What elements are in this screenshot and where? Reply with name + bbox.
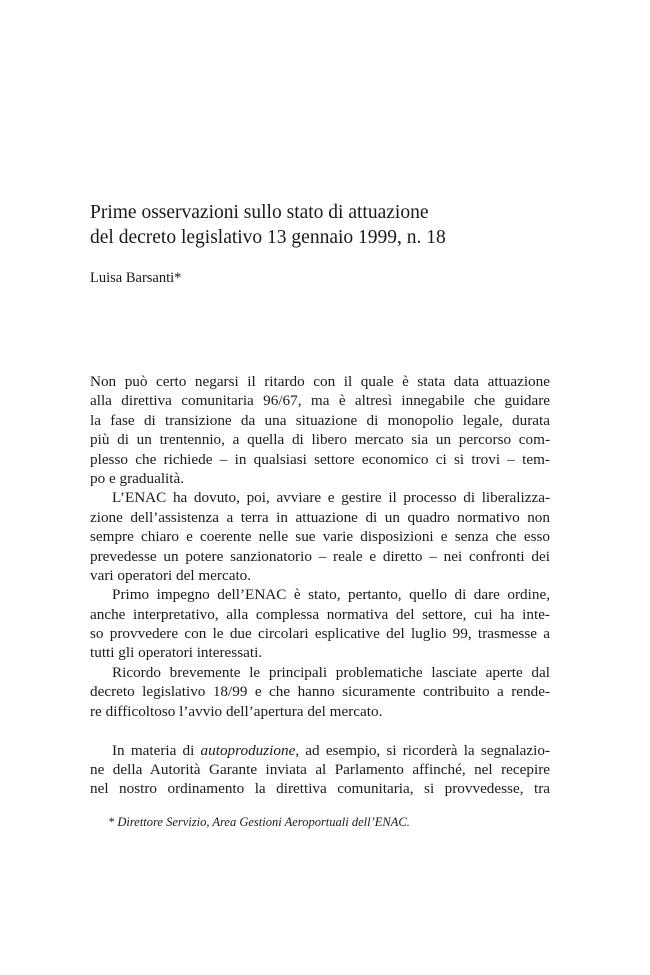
text-line: alla direttiva comunitaria 96/67, ma è altresì innegabile che guidare bbox=[90, 392, 550, 410]
text-line: po e gradualità. bbox=[90, 469, 185, 487]
paragraph bbox=[90, 372, 550, 488]
article-body bbox=[90, 372, 550, 799]
text-line: L’ENAC ha dovuto, poi, avviare e gestire il processo di liberalizza- bbox=[112, 489, 550, 507]
paragraph bbox=[90, 488, 550, 585]
text-line: anche interpretativo, alla complessa normativa del settore, cui ha inte- bbox=[90, 605, 550, 623]
text-line: re difficoltoso l’avvio dell’apertura del mercato. bbox=[90, 702, 383, 720]
text-line: ne della Autorità Garante inviata al Parlamento affinché, nel recepire bbox=[90, 761, 550, 779]
paragraph bbox=[90, 585, 550, 663]
text-line: plesso che richiede – in qualsiasi settore economico ci si trovi – tem- bbox=[90, 450, 550, 468]
text-line: prevedesse un potere sanzionatorio – reale e diretto – nei confronti dei bbox=[90, 547, 550, 565]
footnote: * Direttore Servizio, Area Gestioni Aeroportuali dell’ENAC. bbox=[108, 815, 410, 829]
author-name: Luisa Barsanti* bbox=[90, 270, 182, 286]
title-line-1: Prime osservazioni sullo stato di attuazione bbox=[90, 202, 429, 223]
text-run: , ad esempio, si ricorderà la segnalazio- bbox=[295, 741, 550, 759]
text-line: Primo impegno dell’ENAC è stato, pertanto, quello di dare ordine, bbox=[112, 586, 550, 604]
paragraph bbox=[90, 741, 550, 799]
text-line: decreto legislativo 18/99 e che hanno sicuramente contribuito a rende- bbox=[90, 683, 550, 701]
text-line: so provvedere con le due circolari esplicative del luglio 99, trasmesse a bbox=[90, 625, 550, 643]
paragraph bbox=[90, 663, 550, 721]
text-line: nel nostro ordinamento la direttiva comunitaria, si provvedesse, tra bbox=[90, 780, 550, 798]
article-title bbox=[90, 200, 570, 250]
text-line: la fase di transizione da una situazione di monopolio legale, durata bbox=[90, 411, 550, 429]
text-line: Non può certo negarsi il ritardo con il quale è stata data attuazione bbox=[90, 373, 550, 390]
text-line: sempre chiaro e coerente nelle sue varie disposizioni e senza che esso bbox=[90, 528, 550, 546]
text-run: In materia di bbox=[112, 741, 201, 759]
text-line: zione dell’assistenza a terra in attuazione di un quadro normativo non bbox=[90, 508, 550, 526]
title-line-2: del decreto legislativo 13 gennaio 1999, n. 18 bbox=[90, 227, 446, 248]
text-line: più di un trentennio, a quella di libero mercato sia un percorso com- bbox=[90, 431, 550, 449]
paragraph-gap bbox=[90, 721, 550, 741]
emphasis-term: autoproduzione bbox=[200, 741, 296, 759]
text-line: tutti gli operatori interessati. bbox=[90, 644, 263, 662]
text-line: vari operatori del mercato. bbox=[90, 566, 252, 584]
text-line bbox=[90, 741, 550, 760]
text-line: Ricordo brevemente le principali problematiche lasciate aperte dal bbox=[112, 663, 550, 681]
